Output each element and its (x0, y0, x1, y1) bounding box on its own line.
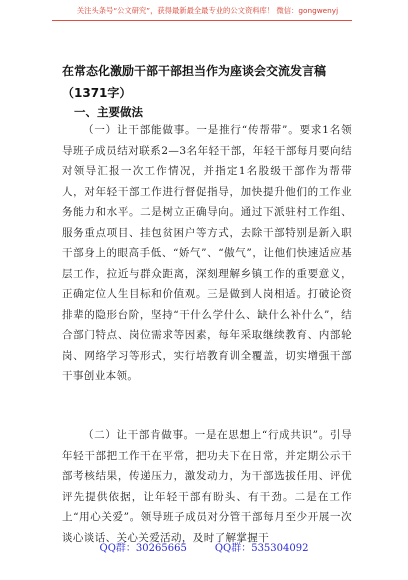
footer (0, 542, 408, 556)
document-title: 在常态化激励干部干部担当作为座谈会交流发言稿（1371字） (62, 64, 327, 100)
header-banner: 关注头条号“公文研究”，获得最新最全最专业的公文资料库！ 微信：gongwenyj (76, 6, 339, 15)
body-paragraph-2: （二）让干部肯做事。一是在思想上“行成共识”。引导年轻干部把工作干在平常，把功夫下在日常，并定期公示干部考核结果，传递压力，激发动力，为干部选拔任用、评优评先提供依据，让年轻干部有盼头、有干劲。二是在工作上“用心关爱”。领导班子成员对分管干部每月至少开展一次谈心谈话、关心关爱活动，及时了解掌握干 (62, 429, 352, 544)
footer-qq-group-1: QQ群：30265665 (99, 543, 187, 554)
section-heading: 一、主要做法 (74, 105, 143, 119)
header-divider (52, 20, 352, 21)
footer-qq-group-2: QQ群：535304092 (214, 543, 309, 554)
body-paragraph-1: （一）让干部能做事。一是推行“传帮带”。要求1名领导班子成员结对联系2—3名年轻干部，年轻干部每月要向结对领导汇报一次工作情况，并指定1名股级干部作为帮带人，对年轻干部工作进行督促指导，加快提升他们的工作业务能力和水平。二是树立正确导向。通过下派驻村工作组、服务重点项目、挂包贫困户等方式，去除干部特别是新入职干部身上的眼高手低、“娇气”、“傲气”，让他们快速适应基层工作，拉近与群众距离，深刻理解乡镇工作的重要意义，正确定位人生目标和价值观。三是做到人岗相适。打破论资排辈的隐形台阶，坚持“干什么学什么、缺什么补什么”，结合部门特点、岗位需求等因素，每年采取继续教育、内部轮岗、网络学习等形式，实行培教育训全覆盖，切实增强干部干事创业本领。 (62, 124, 352, 382)
